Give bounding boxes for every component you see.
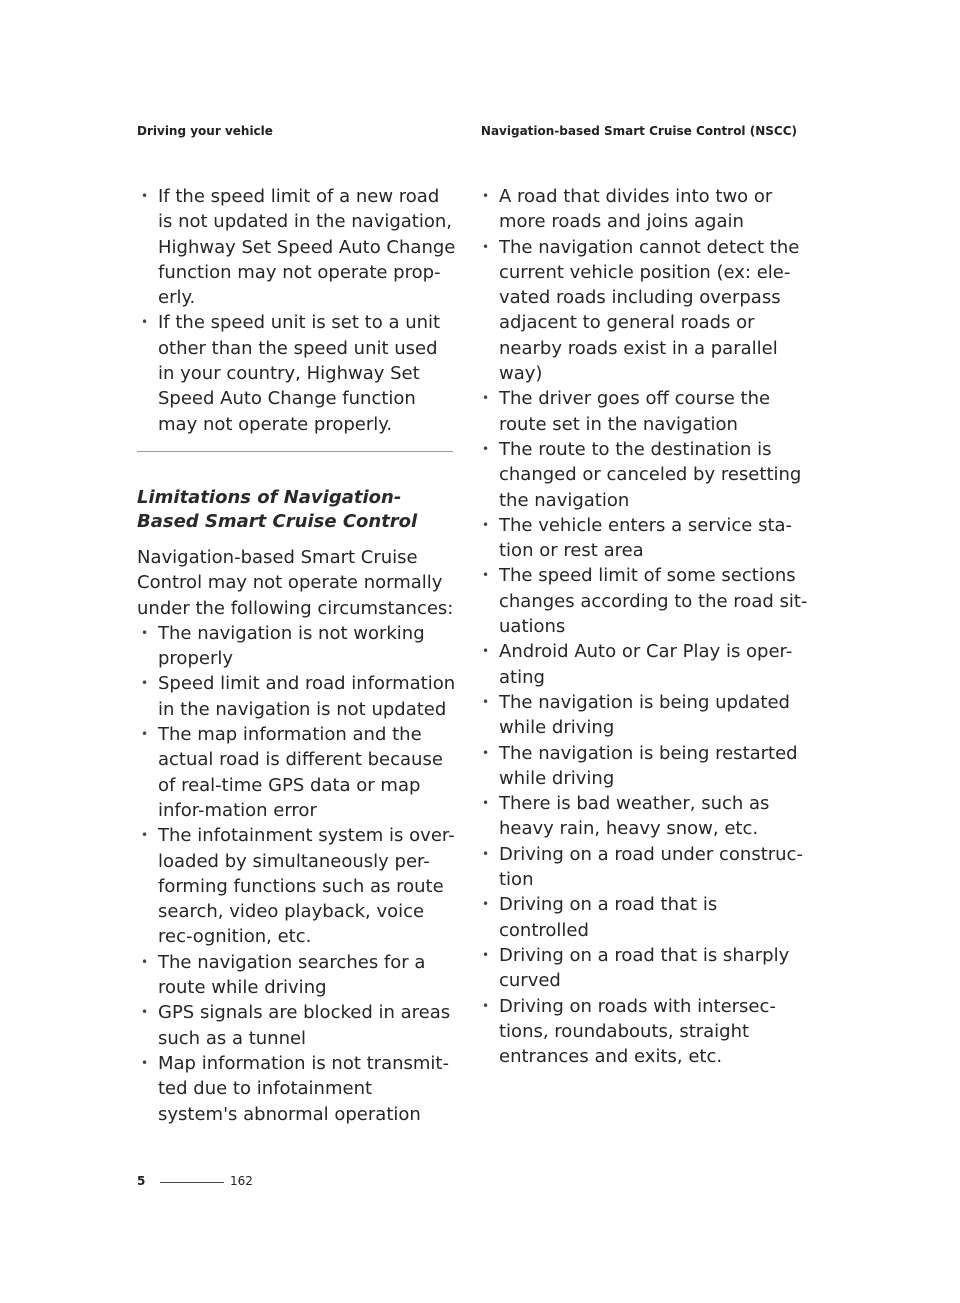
page-number: 162	[230, 1174, 253, 1188]
list-item: • If the speed unit is set to a unit other than the speed unit used in your country, Highway Set Speed Auto Change function may not operate properly.	[137, 310, 457, 436]
list-item: • Driving on a road under construc-tion	[478, 842, 808, 893]
list-item: • Speed limit and road information in the navigation is not updated	[137, 671, 457, 722]
footer-rule	[160, 1182, 224, 1183]
list-item: • The navigation cannot detect the current vehicle position (ex: ele-vated roads including overpass adjacent to general roads or nearby roads exist in a parallel way)	[478, 235, 808, 387]
list-item: • The navigation is being updated while driving	[478, 690, 808, 741]
list-item: • There is bad weather, such as heavy rain, heavy snow, etc.	[478, 791, 808, 842]
limitations-list-right	[478, 184, 808, 1069]
section-title: Limitations of Navigation-Based Smart Cruise Control	[137, 486, 418, 532]
list-item: • Driving on roads with intersec-tions, roundabouts, straight entrances and exits, etc.	[478, 994, 808, 1070]
list-item: • GPS signals are blocked in areas such as a tunnel	[137, 1000, 457, 1051]
list-item: • The driver goes off course the route set in the navigation	[478, 386, 808, 437]
list-item: • Driving on a road that is controlled	[478, 892, 808, 943]
list-item: • Android Auto or Car Play is oper-ating	[478, 639, 808, 690]
list-item: • The map information and the actual road is different because of real-time GPS data or map infor-mation error	[137, 722, 457, 823]
list-item: • The vehicle enters a service sta-tion or rest area	[478, 513, 808, 564]
note-list	[137, 184, 457, 437]
section-intro: Navigation-based Smart Cruise Control may not operate normally under the following circumstances:	[137, 546, 454, 619]
running-header-section: Navigation-based Smart Cruise Control (NSCC)	[480, 124, 797, 138]
list-item: • If the speed limit of a new road is not updated in the navigation, Highway Set Speed Auto Change function may not operate prop-erly.	[137, 184, 457, 310]
list-item: • The navigation searches for a route while driving	[137, 950, 457, 1001]
list-item: • A road that divides into two or more roads and joins again	[478, 184, 808, 235]
list-item: • The navigation is being restarted while driving	[478, 741, 808, 792]
left-column	[137, 184, 457, 1127]
running-header-chapter: Driving your vehicle	[137, 124, 273, 138]
list-item: • The speed limit of some sections changes according to the road sit-uations	[478, 563, 808, 639]
right-column	[478, 184, 808, 1069]
list-item: • The route to the destination is changed or canceled by resetting the navigation	[478, 437, 808, 513]
list-item: • Map information is not transmit-ted due to infotainment system's abnormal operation	[137, 1051, 457, 1127]
limitations-list-left	[137, 621, 457, 1127]
list-item: • The navigation is not working properly	[137, 621, 457, 672]
list-item: • Driving on a road that is sharply curved	[478, 943, 808, 994]
footer-chapter-number: 5	[137, 1174, 146, 1188]
section-divider	[137, 451, 453, 452]
list-item: • The infotainment system is over-loaded by simultaneously per-forming functions such as route search, video playback, voice rec-ognition, etc.	[137, 823, 457, 949]
